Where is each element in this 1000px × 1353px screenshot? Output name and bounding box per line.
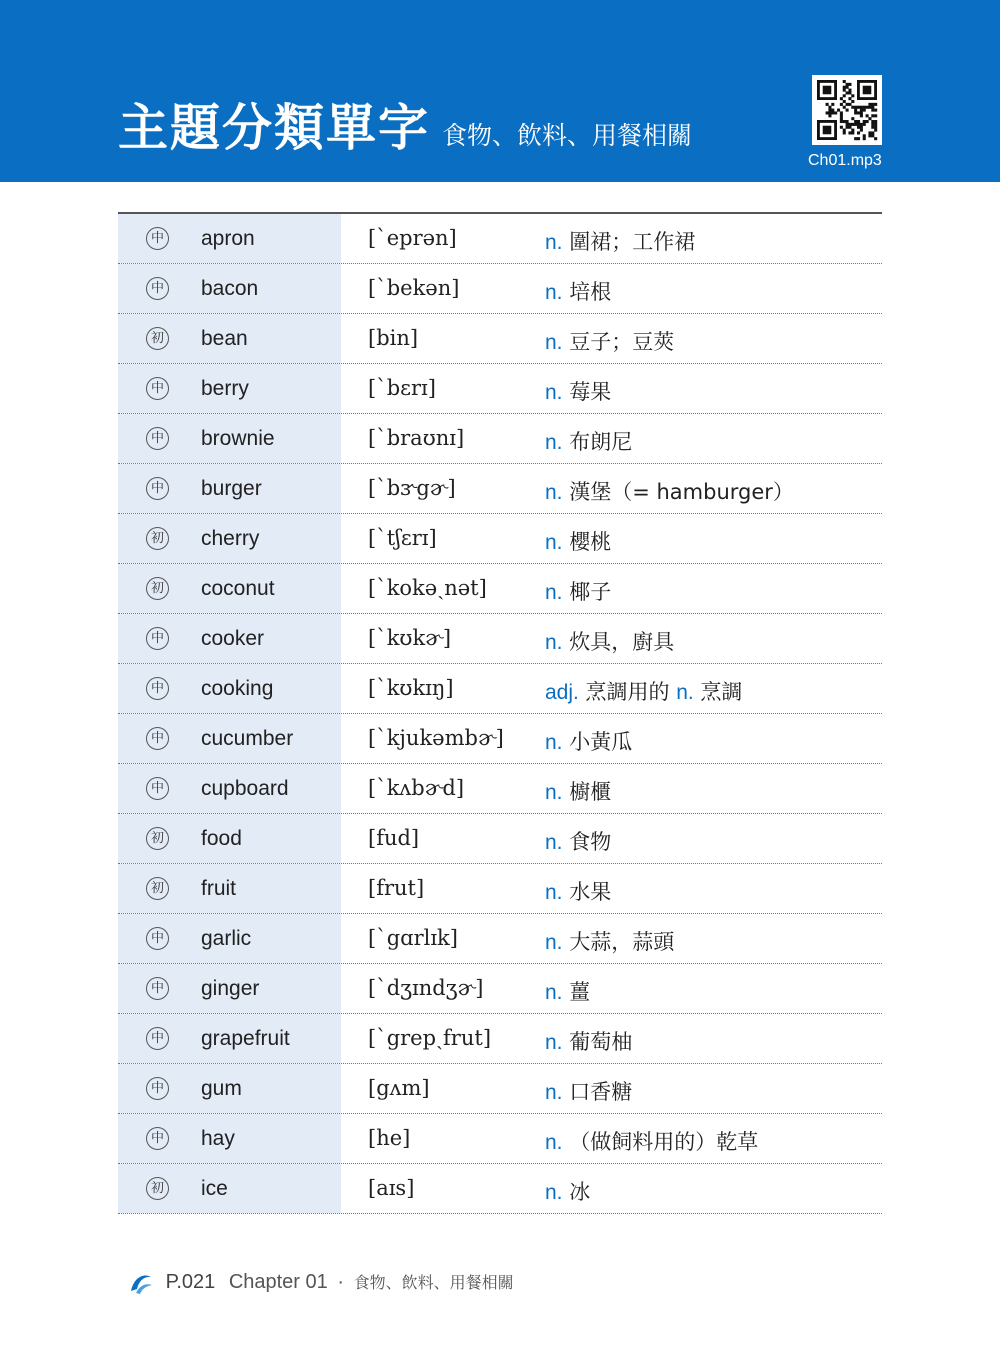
vocab-row <box>118 814 882 864</box>
vocab-row <box>118 264 882 314</box>
meaning: 口香糖 <box>569 1080 633 1104</box>
vocab-row <box>118 614 882 664</box>
phonetic: [ˋtʃɛrɪ] <box>368 526 437 550</box>
part-of-speech: n. <box>545 531 563 554</box>
vocab-row <box>118 464 882 514</box>
definition <box>545 526 611 556</box>
part-of-speech: n. <box>545 781 563 804</box>
part-of-speech-2: n. <box>676 681 694 704</box>
level-badge: 中 <box>146 727 169 750</box>
vocab-word: grapefruit <box>201 1027 290 1050</box>
meaning: 小黃瓜 <box>569 730 633 754</box>
definition <box>545 776 611 806</box>
definition <box>545 876 611 906</box>
part-of-speech: n. <box>545 631 563 654</box>
vocab-row <box>118 664 882 714</box>
definition <box>545 1076 632 1106</box>
vocab-row <box>118 1014 882 1064</box>
phonetic: [ˋkjukəmbɚ] <box>368 726 504 750</box>
phonetic: [ˋdʒɪndʒɚ] <box>368 976 484 1000</box>
definition <box>545 1176 590 1206</box>
vocab-row <box>118 1114 882 1164</box>
definition <box>545 676 742 706</box>
phonetic: [he] <box>368 1126 411 1150</box>
page-number: P.021 <box>165 1271 216 1293</box>
vocab-word: cucumber <box>201 727 294 750</box>
level-badge: 中 <box>146 627 169 650</box>
definition <box>545 576 611 606</box>
part-of-speech: n. <box>545 981 563 1004</box>
vocab-row <box>118 964 882 1014</box>
swirl-logo-icon <box>128 1271 154 1295</box>
page-subtitle: 食物、飲料、用餐相關 <box>442 121 693 150</box>
phonetic: [ˋkokəˏnət] <box>368 576 487 600</box>
meaning: 莓果 <box>569 380 612 404</box>
vocab-word: berry <box>201 377 249 400</box>
meaning: 布朗尼 <box>569 430 633 454</box>
vocab-word: cooking <box>201 677 274 700</box>
phonetic: [ˋkʌbɚd] <box>368 776 465 800</box>
phonetic: [gʌm] <box>368 1076 430 1100</box>
part-of-speech: n. <box>545 431 563 454</box>
vocab-row <box>118 564 882 614</box>
definition <box>545 826 611 856</box>
vocab-row <box>118 864 882 914</box>
level-badge: 初 <box>146 877 169 900</box>
level-badge: 中 <box>146 377 169 400</box>
definition <box>545 926 674 956</box>
level-badge: 中 <box>146 427 169 450</box>
level-badge: 中 <box>146 777 169 800</box>
meaning: 豆子；豆莢 <box>569 330 675 354</box>
meaning: 食物 <box>569 830 612 854</box>
level-badge: 中 <box>146 977 169 1000</box>
vocab-row <box>118 314 882 364</box>
part-of-speech: n. <box>545 581 563 604</box>
vocab-row <box>118 914 882 964</box>
definition <box>545 426 632 456</box>
level-badge: 初 <box>146 1177 169 1200</box>
vocab-row <box>118 364 882 414</box>
definition <box>545 226 695 256</box>
meaning: 大蒜，蒜頭 <box>569 930 675 954</box>
page-title: 主題分類單字 <box>118 99 430 157</box>
part-of-speech: n. <box>545 331 563 354</box>
meaning: 櫻桃 <box>569 530 612 554</box>
part-of-speech: n. <box>545 281 563 304</box>
phonetic: [aɪs] <box>368 1176 415 1200</box>
level-badge: 初 <box>146 527 169 550</box>
meaning: 漢堡（= hamburger） <box>569 480 794 504</box>
vocab-word: cherry <box>201 527 260 550</box>
vocab-word: burger <box>201 477 262 500</box>
definition <box>545 1126 758 1156</box>
level-badge: 中 <box>146 927 169 950</box>
meaning: 薑 <box>569 980 591 1004</box>
vocab-word: gum <box>201 1077 242 1100</box>
vocab-word: ginger <box>201 977 260 1000</box>
header-banner <box>0 0 1000 182</box>
level-badge: 中 <box>146 477 169 500</box>
part-of-speech: n. <box>545 1131 563 1154</box>
level-badge: 中 <box>146 1127 169 1150</box>
definition <box>545 376 611 406</box>
part-of-speech: n. <box>545 831 563 854</box>
level-badge: 中 <box>146 1027 169 1050</box>
level-badge: 中 <box>146 277 169 300</box>
meaning: 炊具，廚具 <box>569 630 675 654</box>
part-of-speech: n. <box>545 231 563 254</box>
part-of-speech: n. <box>545 731 563 754</box>
phonetic: [ˋgrepˏfrut] <box>368 1026 492 1050</box>
phonetic: [ˋbekən] <box>368 276 460 300</box>
definition <box>545 1026 632 1056</box>
part-of-speech: n. <box>545 381 563 404</box>
part-of-speech: n. <box>545 1031 563 1054</box>
definition <box>545 626 674 656</box>
definition <box>545 326 674 356</box>
vocab-word: ice <box>201 1177 228 1200</box>
vocab-word: bean <box>201 327 248 350</box>
part-of-speech: n. <box>545 931 563 954</box>
vocab-row <box>118 414 882 464</box>
meaning-2: 烹調 <box>700 680 743 704</box>
vocab-row <box>118 1164 882 1214</box>
definition <box>545 976 590 1006</box>
vocab-word: cooker <box>201 627 265 650</box>
vocab-row <box>118 714 882 764</box>
meaning: 葡萄柚 <box>569 1030 633 1054</box>
level-badge: 初 <box>146 327 169 350</box>
vocab-word: food <box>201 827 242 850</box>
chapter-label: Chapter 01 <box>228 1271 328 1293</box>
meaning: 培根 <box>569 280 612 304</box>
part-of-speech: n. <box>545 881 563 904</box>
phonetic: [ˋbɝgɚ] <box>368 476 456 500</box>
level-badge: 初 <box>146 827 169 850</box>
phonetic: [ˋbraʊnɪ] <box>368 426 465 450</box>
phonetic: [ˋgɑrlɪk] <box>368 926 458 950</box>
definition <box>545 476 794 506</box>
vocab-row <box>118 764 882 814</box>
vocabulary-table <box>118 212 882 1214</box>
definition <box>545 276 611 306</box>
vocab-word: garlic <box>201 927 252 950</box>
level-badge: 中 <box>146 1077 169 1100</box>
phonetic: [ˋkʊkɚ] <box>368 626 452 650</box>
meaning: 水果 <box>569 880 612 904</box>
part-of-speech: adj. <box>545 681 579 704</box>
phonetic: [bin] <box>368 326 419 350</box>
vocab-word: hay <box>201 1127 235 1150</box>
vocab-word: coconut <box>201 577 275 600</box>
chapter-title: 食物、飲料、用餐相關 <box>353 1273 514 1292</box>
vocab-row <box>118 1064 882 1114</box>
vocab-row <box>118 514 882 564</box>
vocab-word: brownie <box>201 427 275 450</box>
meaning: 櫥櫃 <box>569 780 612 804</box>
phonetic: [ˋkʊkɪŋ] <box>368 676 454 700</box>
meaning: 圍裙；工作裙 <box>569 230 696 254</box>
vocab-word: fruit <box>201 877 237 900</box>
meaning: 椰子 <box>569 580 612 604</box>
phonetic: [ˋeprən] <box>368 226 457 250</box>
level-badge: 中 <box>146 677 169 700</box>
vocab-word: apron <box>201 227 255 250</box>
meaning: 烹調用的 <box>585 680 670 704</box>
phonetic: [ˋbɛrɪ] <box>368 376 436 400</box>
part-of-speech: n. <box>545 1181 563 1204</box>
part-of-speech: n. <box>545 481 563 504</box>
phonetic: [frut] <box>368 876 425 900</box>
part-of-speech: n. <box>545 1081 563 1104</box>
meaning: 冰 <box>569 1180 591 1204</box>
qr-code-icon[interactable] <box>812 75 882 145</box>
page-footer <box>128 1270 514 1295</box>
separator: · <box>337 1271 345 1293</box>
vocab-word: bacon <box>201 277 259 300</box>
meaning: （做飼料用的）乾草 <box>569 1130 759 1154</box>
phonetic: [fud] <box>368 826 420 850</box>
vocab-word: cupboard <box>201 777 289 800</box>
definition <box>545 726 632 756</box>
level-badge: 初 <box>146 577 169 600</box>
level-badge: 中 <box>146 227 169 250</box>
audio-file-label: Ch01.mp3 <box>808 152 882 169</box>
vocab-row <box>118 214 882 264</box>
